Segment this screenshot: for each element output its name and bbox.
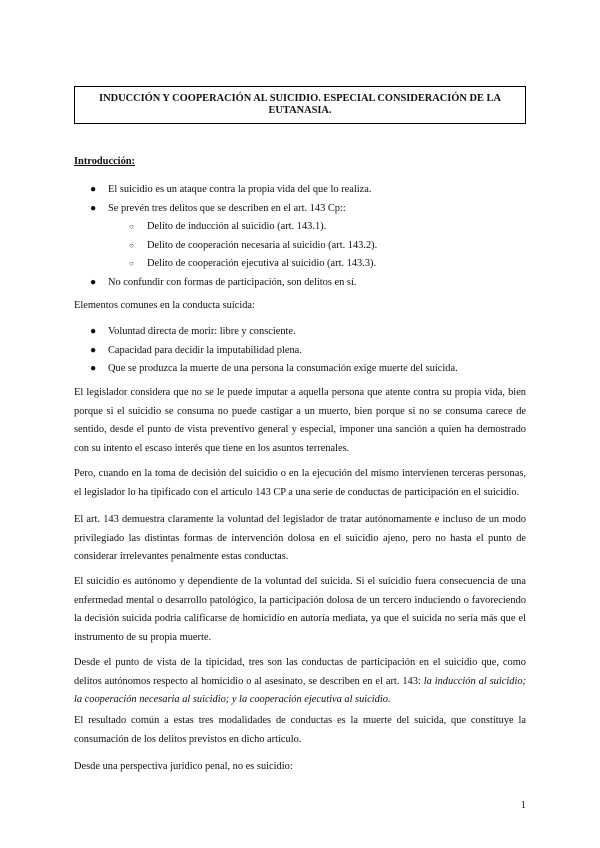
bullet-icon: ●: [90, 344, 97, 356]
list-item: ○ Delito de cooperación necesaria al suicidio (art. 143.2).: [129, 239, 378, 251]
list-item: ○ Delito de inducción al suicidio (art. 143.1).: [129, 221, 327, 232]
bullet-icon: ●: [90, 326, 97, 337]
intro-heading: Introducción:: [74, 156, 136, 167]
bullet-icon: ●: [90, 184, 97, 195]
list-item: ● Se prevén tres delitos que se describen en el art. 143 Cp::: [90, 202, 346, 214]
paragraph-1: El legislador considera que no se le puede imputar a aquella persona que atente contra su propia vida, bien porque si el suicidio se consuma no puede castigar a un muerto, bien porque si no se consuma carece de sentido, desde el punto de vista preventivo general y especial, imponer una sanción a quien ha demostrado con su intento el escaso interés que tiene en los asuntos terrenales.: [74, 387, 526, 454]
paragraph-5-text: Desde el punto de vista de la tipicidad, tres son las conductas de participación en el suicidio que, como delitos autónomos respecto al homicidio o al asesinato, se describen en el art. 143:: [74, 657, 526, 687]
paragraph-5-italic: la inducción al suicidio; la cooperación necesaria al suicidio; y la cooperación ejecutiva al suicidio.: [74, 675, 526, 706]
document-title: INDUCCIÓN Y COOPERACIÓN AL SUICIDIO. ESPECIAL CONSIDERACIÓN DE LA EUTANASIA.: [99, 93, 501, 116]
list-item: ● Que se produzca la muerte de una persona la consumación exige muerte del suicida.: [90, 363, 458, 374]
list-item: ○ Delito de cooperación ejecutiva al suicidio (art. 143.3).: [129, 258, 377, 269]
list-item: ● El suicidio es un ataque contra la propia vida del que lo realiza.: [90, 184, 372, 195]
bullet-icon: ●: [90, 276, 97, 288]
paragraph-5: [74, 654, 526, 710]
intro-bullet-list: [74, 183, 534, 294]
paragraph-7: Desde una perspectiva jurídico penal, no es suicidio:: [74, 761, 293, 772]
paragraph-2: Pero, cuando en la toma de decisión del suicidio o en la ejecución del mismo intervienen terceras personas, el legislador lo ha tipificado con el artículo 143 CP a una serie de conductas de participación en el suicidio.: [74, 468, 526, 498]
paragraph-6: El resultado común a estas tres modalidades de conductas es la muerte del suicida, que constituye la consumación de los delitos previstos en dicho artículo.: [74, 715, 526, 745]
list-item: ● No confundir con formas de participación, son delitos en sí.: [90, 276, 357, 288]
list-item: ● Capacidad para decidir la imputabilidad plena.: [90, 344, 302, 356]
elements-bullet-list: [74, 325, 534, 381]
elements-heading: Elementos comunes en la conducta suicida:: [74, 300, 255, 311]
paragraph-3: El art. 143 demuestra claramente la voluntad del legislador de tratar autónomamente e incluso de un modo privilegiado las distintas formas de intervención dolosa en el suicidio ajeno, pero no hasta el punto de considerar irrelevantes penalmente estas conductas.: [74, 514, 526, 563]
list-item: ● Voluntad directa de morir: libre y consciente.: [90, 326, 296, 337]
document-title-box: [74, 86, 526, 124]
paragraph-4: El suicidio es autónomo y dependiente de la voluntad del suicida. Si el suicidio fuera consecuencia de una enfermedad mental o desarrollo patológico, la participación dolosa de un tercero induciendo o favoreciendo la decisión suicida podría calificarse de homicidio en autoría mediata, ya que el suicida no sería más que el instrumento de su propia muerte.: [74, 576, 526, 643]
circle-bullet-icon: ○: [129, 240, 134, 250]
bullet-icon: ●: [90, 202, 97, 214]
page-number: 1: [520, 800, 526, 811]
bullet-icon: ●: [90, 363, 97, 374]
circle-bullet-icon: ○: [129, 222, 134, 231]
circle-bullet-icon: ○: [129, 259, 134, 268]
